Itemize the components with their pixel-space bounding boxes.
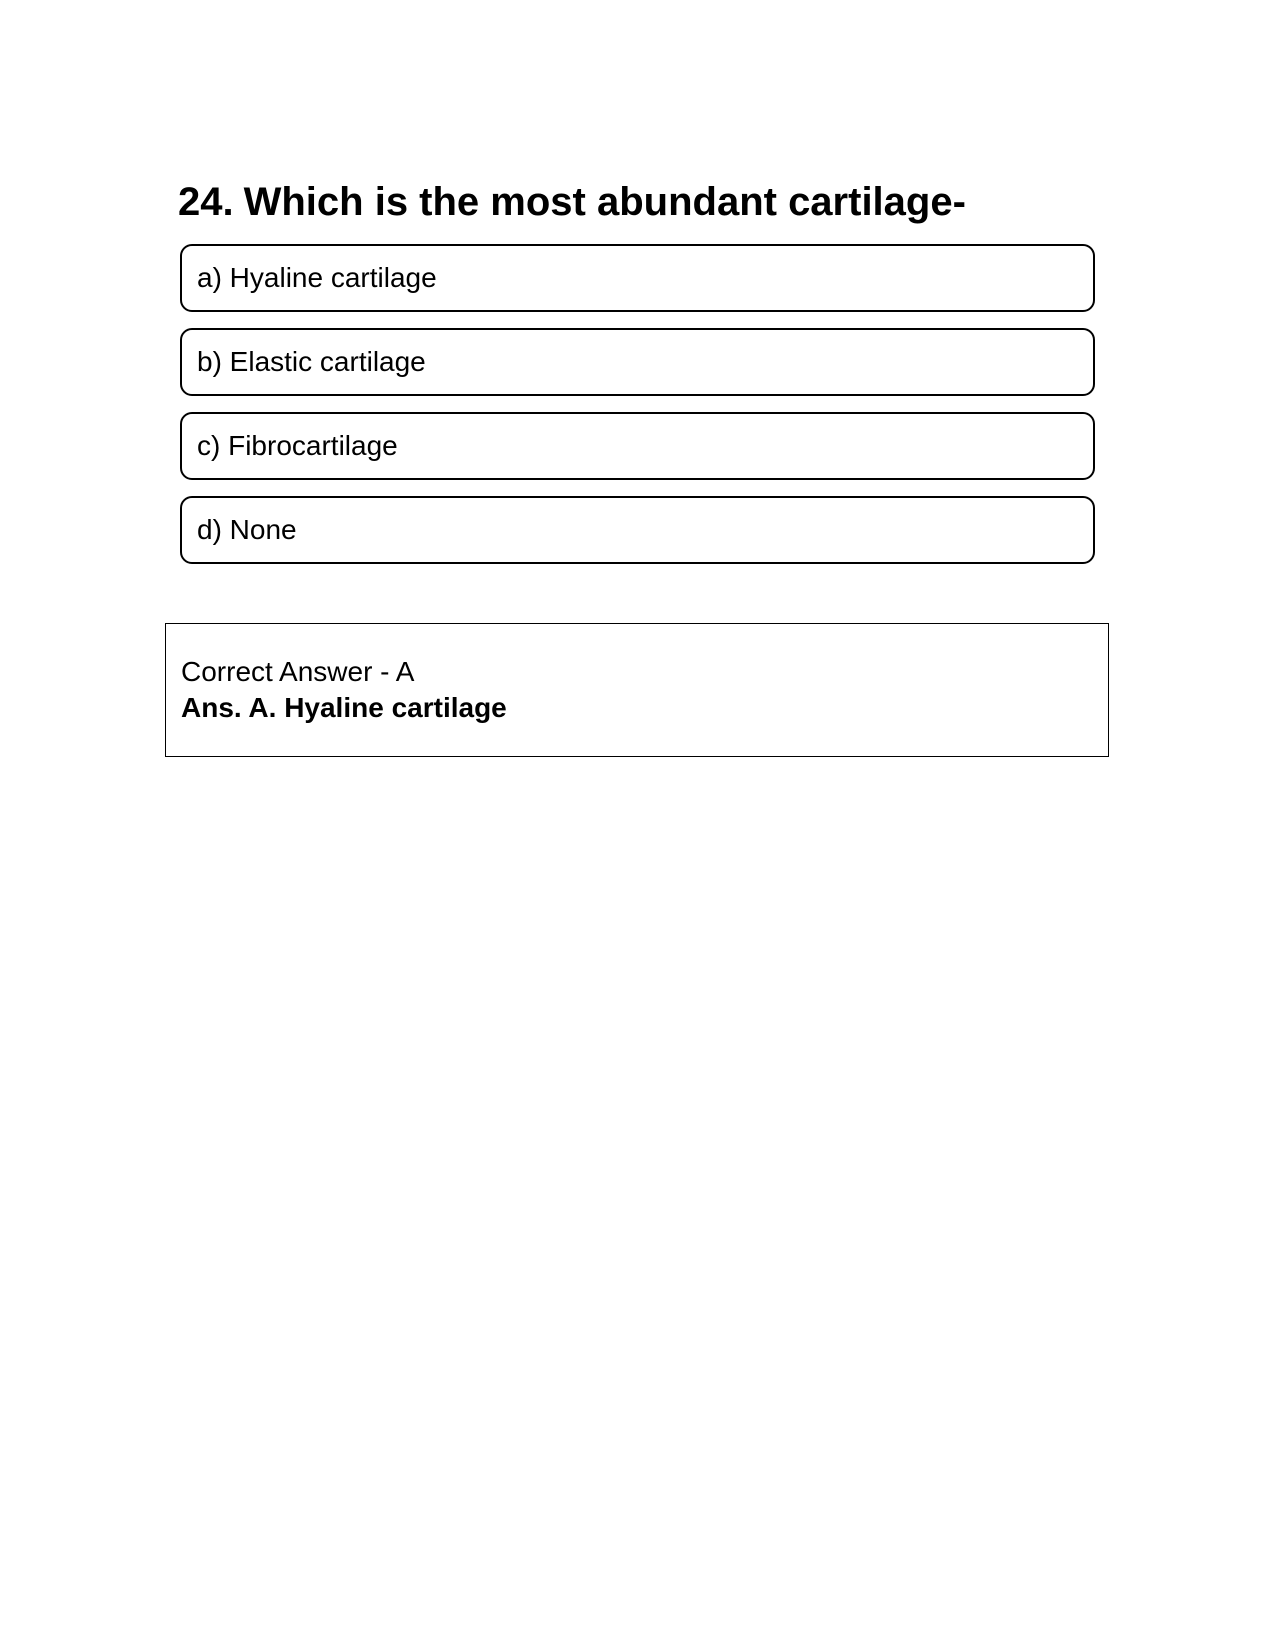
option-d[interactable]: d) None xyxy=(180,496,1095,564)
option-b[interactable]: b) Elastic cartilage xyxy=(180,328,1095,396)
answer-detail-line: Ans. A. Hyaline cartilage xyxy=(181,692,507,723)
question-number: 24. xyxy=(178,180,234,224)
question-heading xyxy=(178,176,1138,228)
option-a[interactable]: a) Hyaline cartilage xyxy=(180,244,1095,312)
correct-answer-line: Correct Answer - A xyxy=(181,656,415,687)
options-list xyxy=(180,244,1095,580)
answer-box xyxy=(165,623,1109,757)
question-text: Which is the most abundant cartilage- xyxy=(243,180,966,224)
option-c[interactable]: c) Fibrocartilage xyxy=(180,412,1095,480)
